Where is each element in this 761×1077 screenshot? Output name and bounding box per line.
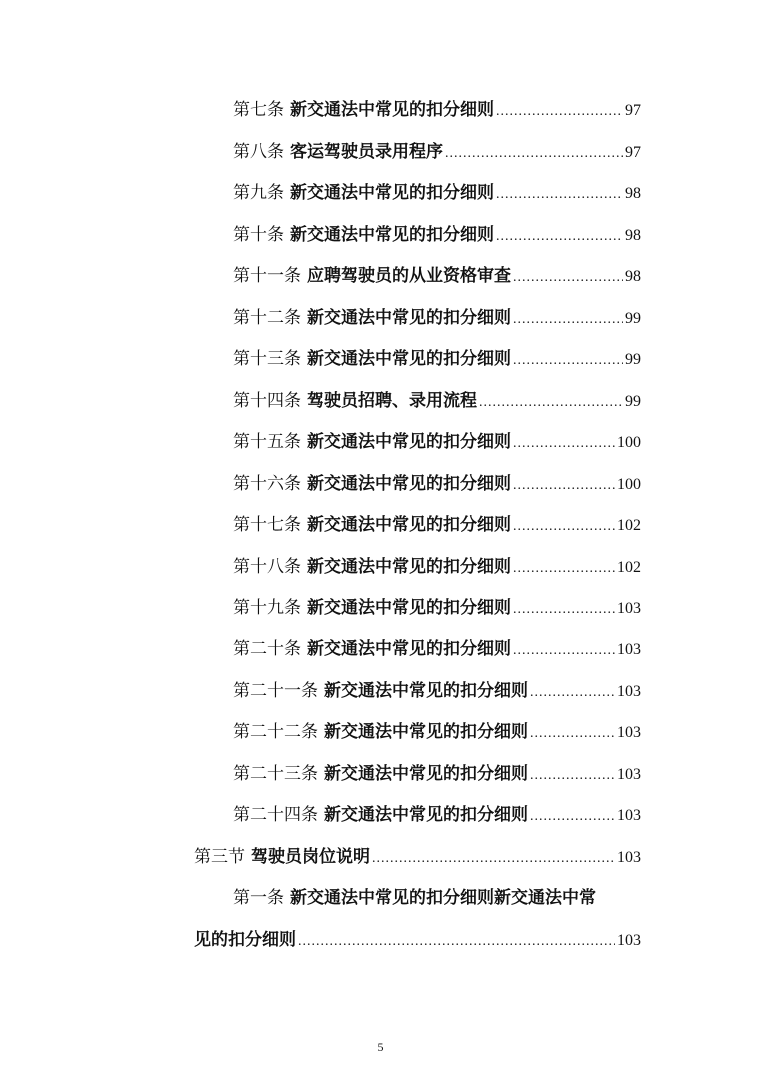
toc-entry-title: 新交通法中常见的扣分细则: [307, 598, 511, 618]
toc-entry-title: 新交通法中常见的扣分细则: [307, 557, 511, 577]
toc-entry[interactable]: [233, 178, 641, 208]
toc-entry-number: 第十条: [233, 225, 284, 245]
toc-section-entry[interactable]: [194, 842, 641, 872]
toc-dot-leader: [513, 636, 615, 666]
toc-dot-leader: [513, 429, 615, 459]
toc-entry-number: 第十五条: [233, 432, 301, 452]
toc-dot-leader: [513, 346, 623, 376]
toc-entry-page: 98: [625, 268, 641, 285]
toc-entry-page: 103: [617, 932, 641, 949]
toc-entry-title: 新交通法中常见的扣分细则: [307, 432, 511, 452]
toc-entry-number: 第一条: [233, 888, 284, 908]
toc-entry-title-line2: 见的扣分细则: [194, 930, 296, 950]
page-number: 5: [377, 1040, 384, 1054]
toc-dot-leader: [513, 471, 615, 501]
toc-entry[interactable]: [233, 261, 641, 291]
toc-entry-page: 97: [625, 144, 641, 161]
toc-entry-page: 99: [625, 393, 641, 410]
toc-entry-title-line1: 新交通法中常见的扣分细则新交通法中常: [290, 888, 596, 908]
toc-entry-number: 第十六条: [233, 474, 301, 494]
toc-entry[interactable]: [233, 220, 641, 250]
toc-section-title: 驾驶员岗位说明: [251, 847, 370, 867]
toc-dot-leader: [372, 844, 615, 874]
toc-entry-page: 103: [617, 807, 641, 824]
toc-entry-page: 102: [617, 559, 641, 576]
toc-dot-leader: [298, 927, 615, 957]
toc-dot-leader: [445, 139, 623, 169]
toc-entry-page: 103: [617, 600, 641, 617]
toc-entry-title: 新交通法中常见的扣分细则: [307, 308, 511, 328]
toc-entry-title: 新交通法中常见的扣分细则: [324, 722, 528, 742]
toc-entry[interactable]: [233, 634, 641, 664]
toc-entry[interactable]: [233, 386, 641, 416]
toc-entry-title: 新交通法中常见的扣分细则: [307, 639, 511, 659]
toc-entry-number: 第十三条: [233, 349, 301, 369]
toc-entry-number: 第二十条: [233, 639, 301, 659]
toc-entry-number: 第十七条: [233, 515, 301, 535]
toc-entry-number: 第二十四条: [233, 805, 318, 825]
toc-entry-number: 第二十三条: [233, 764, 318, 784]
toc-entry-page: 98: [625, 227, 641, 244]
toc-entry[interactable]: [233, 344, 641, 374]
toc-entry[interactable]: [233, 759, 641, 789]
toc-entry-page: 100: [617, 476, 641, 493]
toc-entry[interactable]: [233, 303, 641, 333]
toc-entry-title: 客运驾驶员录用程序: [290, 142, 443, 162]
toc-entry-number: 第九条: [233, 183, 284, 203]
toc-entry-title: 应聘驾驶员的从业资格审查: [307, 266, 511, 286]
toc-entry-title: 新交通法中常见的扣分细则: [324, 764, 528, 784]
toc-entry-number: 第八条: [233, 142, 284, 162]
toc-dot-leader: [513, 512, 615, 542]
toc-entry[interactable]: [233, 676, 641, 706]
toc-dot-leader: [530, 761, 615, 791]
toc-entry-title: 新交通法中常见的扣分细则: [324, 681, 528, 701]
toc-entry-number: 第二十二条: [233, 722, 318, 742]
toc-dot-leader: [496, 222, 623, 252]
toc-entry-number: 第七条: [233, 100, 284, 120]
toc-entry-page: 103: [617, 766, 641, 783]
toc-dot-leader: [513, 554, 615, 584]
toc-dot-leader: [530, 802, 615, 832]
toc-entry-number: 第十一条: [233, 266, 301, 286]
toc-entry-page: 103: [617, 683, 641, 700]
toc-section-page: 103: [617, 849, 641, 866]
toc-entry-page: 97: [625, 102, 641, 119]
toc-wrapped-entry-line2[interactable]: [194, 925, 641, 955]
toc-entry-number: 第十二条: [233, 308, 301, 328]
toc-entry-title: 驾驶员招聘、录用流程: [307, 391, 477, 411]
toc-entry-page: 100: [617, 434, 641, 451]
toc-entry-page: 99: [625, 310, 641, 327]
toc-wrapped-entry-line1[interactable]: [233, 883, 596, 913]
toc-section-number: 第三节: [194, 847, 245, 867]
toc-entry-title: 新交通法中常见的扣分细则: [307, 349, 511, 369]
toc-entry-number: 第二十一条: [233, 681, 318, 701]
toc-entry[interactable]: [233, 510, 641, 540]
toc-entry[interactable]: [233, 137, 641, 167]
toc-entry[interactable]: [233, 95, 641, 125]
toc-entry-page: 98: [625, 185, 641, 202]
toc-dot-leader: [513, 595, 615, 625]
toc-entry[interactable]: [233, 469, 641, 499]
toc-entry-title: 新交通法中常见的扣分细则: [307, 474, 511, 494]
toc-dot-leader: [496, 97, 623, 127]
toc-entry-page: 103: [617, 724, 641, 741]
toc-entry-title: 新交通法中常见的扣分细则: [307, 515, 511, 535]
toc-dot-leader: [530, 678, 615, 708]
toc-entry-number: 第十八条: [233, 557, 301, 577]
toc-entry-page: 103: [617, 641, 641, 658]
toc-entry-title: 新交通法中常见的扣分细则: [290, 225, 494, 245]
toc-entry-number: 第十九条: [233, 598, 301, 618]
toc-entry[interactable]: [233, 593, 641, 623]
toc-entry[interactable]: [233, 800, 641, 830]
toc-entry-page: 102: [617, 517, 641, 534]
toc-dot-leader: [530, 719, 615, 749]
toc-entry[interactable]: [233, 552, 641, 582]
toc-dot-leader: [513, 263, 623, 293]
toc-entry[interactable]: [233, 427, 641, 457]
toc-entry-number: 第十四条: [233, 391, 301, 411]
toc-dot-leader: [513, 305, 623, 335]
toc-entry-title: 新交通法中常见的扣分细则: [290, 183, 494, 203]
toc-entry-title: 新交通法中常见的扣分细则: [290, 100, 494, 120]
toc-entry[interactable]: [233, 717, 641, 747]
toc-entry-title: 新交通法中常见的扣分细则: [324, 805, 528, 825]
toc-dot-leader: [496, 180, 623, 210]
toc-dot-leader: [479, 388, 623, 418]
toc-entry-page: 99: [625, 351, 641, 368]
